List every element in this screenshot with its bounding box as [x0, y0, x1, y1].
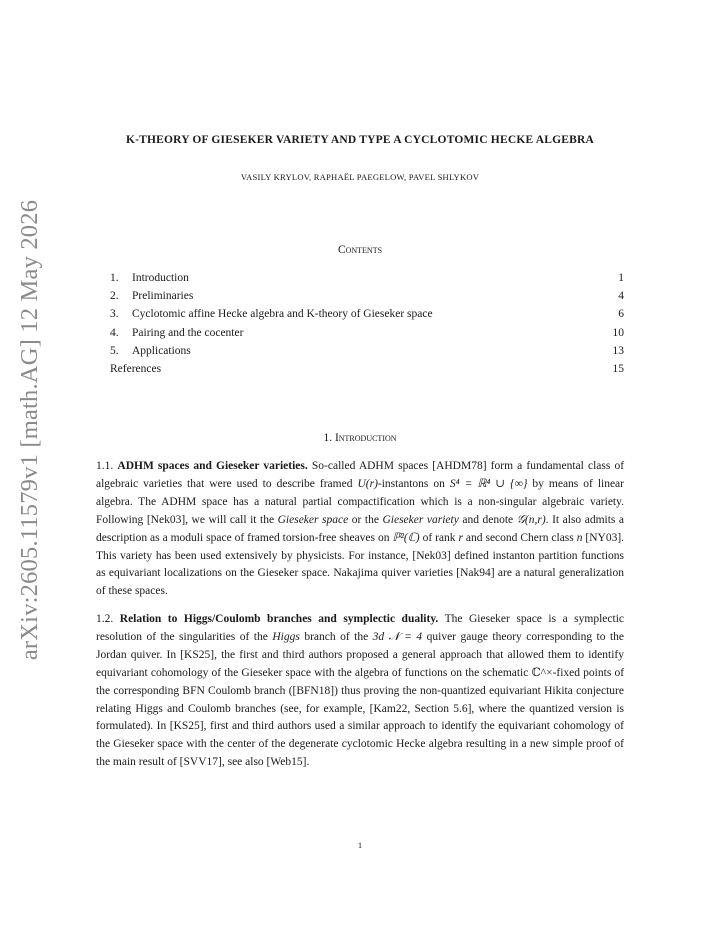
math: r	[458, 531, 463, 544]
paragraph-heading: Relation to Higgs/Coulomb branches and symplectic duality.	[119, 613, 439, 625]
contents-heading: Contents	[337, 244, 383, 256]
text: -fixed points of the corresponding BFN Coulomb branch ([BFN18]) thus proving the non-quantized equivariant Hikita conjecture relating Higgs and Coulomb branches (see, for example, [Kam22, Section 5.6], where the quantized version is formulated). In [KS25], first and third authors used a similar approach to identify the equivariant cohomology of the Gieseker space with the center of the degenerate cyclotomic Hecke algebra resulting in a new simple proof of the main result of [SVV17], see also [Web15].	[96, 666, 625, 769]
toc-entry-number: 2.	[110, 290, 119, 303]
text: . It also admits a description as a moduli space of framed torsion-free sheaves on	[96, 513, 625, 544]
text: The Gieseker space is a symplectic resolution of the singularities of the	[96, 613, 624, 643]
toc-entry[interactable]	[110, 305, 624, 323]
text: and denote	[462, 513, 514, 526]
toc-entry-page: 1	[618, 272, 624, 284]
toc-entry-page: 4	[618, 290, 624, 303]
text: of rank	[422, 531, 456, 544]
paragraph-higgs-coulomb	[96, 611, 624, 772]
math: 3d 𝒩 = 4	[372, 630, 423, 643]
toc-entry-page: 6	[618, 308, 624, 321]
toc-entry-page: 10	[612, 326, 624, 339]
math: S⁴ = ℝ⁴ ∪ {∞}	[449, 477, 528, 490]
math: ℂ^×	[531, 666, 553, 679]
toc-entry-label: References	[110, 362, 162, 375]
paper-title: K-THEORY OF GIESEKER VARIETY AND TYPE A CYCLOTOMIC HECKE ALGEBRA	[125, 134, 595, 146]
math: n	[576, 531, 583, 544]
toc-entry-label: Preliminaries	[132, 290, 194, 303]
toc-entry-label: Applications	[132, 344, 191, 357]
text: [NY03]. This variety has been used extensively by physicists. For instance, [Nek03] defined instanton partition functions as equivariant localizations on the Gieseker space. Nakajima quiver varieties [Nak94] are a natural generalization of these spaces.	[96, 531, 625, 598]
toc-entry-label: Pairing and the cocenter	[132, 326, 244, 339]
text: and second Chern class	[465, 531, 574, 544]
page-number: 1	[357, 840, 363, 850]
paragraph-heading: ADHM spaces and Gieseker varieties.	[117, 460, 308, 472]
toc-entry-page: 15	[612, 362, 624, 375]
text: -instantons on	[377, 477, 445, 490]
text: by means of linear algebra. The ADHM space has a natural partial compactification which is a non-singular algebraic variety. Following [Nek03], we will call it the	[96, 477, 624, 526]
math: ℙ²(ℂ)	[392, 531, 420, 544]
text: or the	[351, 513, 379, 526]
toc-entry[interactable]	[110, 269, 624, 287]
math: 𝒢(n,r)	[516, 513, 546, 526]
text: quiver gauge theory corresponding to the Jordan quiver. In [KS25], the first and third authors proposed a general approach that allowed them to identify equivariant cohomology of the Gieseker space with the algebra of functions on the schematic	[96, 630, 625, 679]
toc-entry-number: 5.	[110, 344, 119, 357]
toc-entry[interactable]	[110, 324, 624, 342]
paragraph-number: 1.2.	[96, 613, 114, 625]
text: branch of the	[304, 630, 369, 643]
toc-entry-label: Cyclotomic affine Hecke algebra and K-theory of Gieseker space	[132, 308, 433, 321]
paragraph-number: 1.1.	[96, 460, 114, 472]
toc-entry-page: 13	[612, 344, 624, 357]
emphasis: Gieseker variety	[382, 513, 459, 526]
text: So-called ADHM spaces [AHDM78] form a fundamental class of algebraic varieties that were used to describe framed	[96, 460, 625, 490]
arxiv-stamp	[10, 199, 50, 661]
arxiv-stamp-text: arXiv:2605.11579v1 [math.AG] 12 May 2026	[16, 199, 43, 661]
section-title: Introduction	[334, 432, 397, 444]
section-number: 1.	[323, 432, 333, 444]
math: U(r)	[357, 477, 378, 490]
toc-entry-label: Introduction	[132, 272, 189, 284]
emphasis: Gieseker space	[277, 513, 349, 526]
toc-entry-number: 4.	[110, 326, 119, 339]
toc-entry[interactable]	[110, 360, 624, 378]
paper-authors: VASILY KRYLOV, RAPHAËL PAEGELOW, PAVEL SHLYKOV	[240, 172, 480, 182]
toc-entry[interactable]	[110, 287, 624, 305]
section-heading	[0, 432, 720, 444]
toc-entry[interactable]	[110, 342, 624, 360]
emphasis: Higgs	[272, 630, 300, 643]
paragraph-adhm	[96, 458, 624, 601]
toc-entry-number: 1.	[110, 272, 119, 284]
table-of-contents	[110, 269, 624, 378]
toc-entry-number: 3.	[110, 308, 119, 321]
